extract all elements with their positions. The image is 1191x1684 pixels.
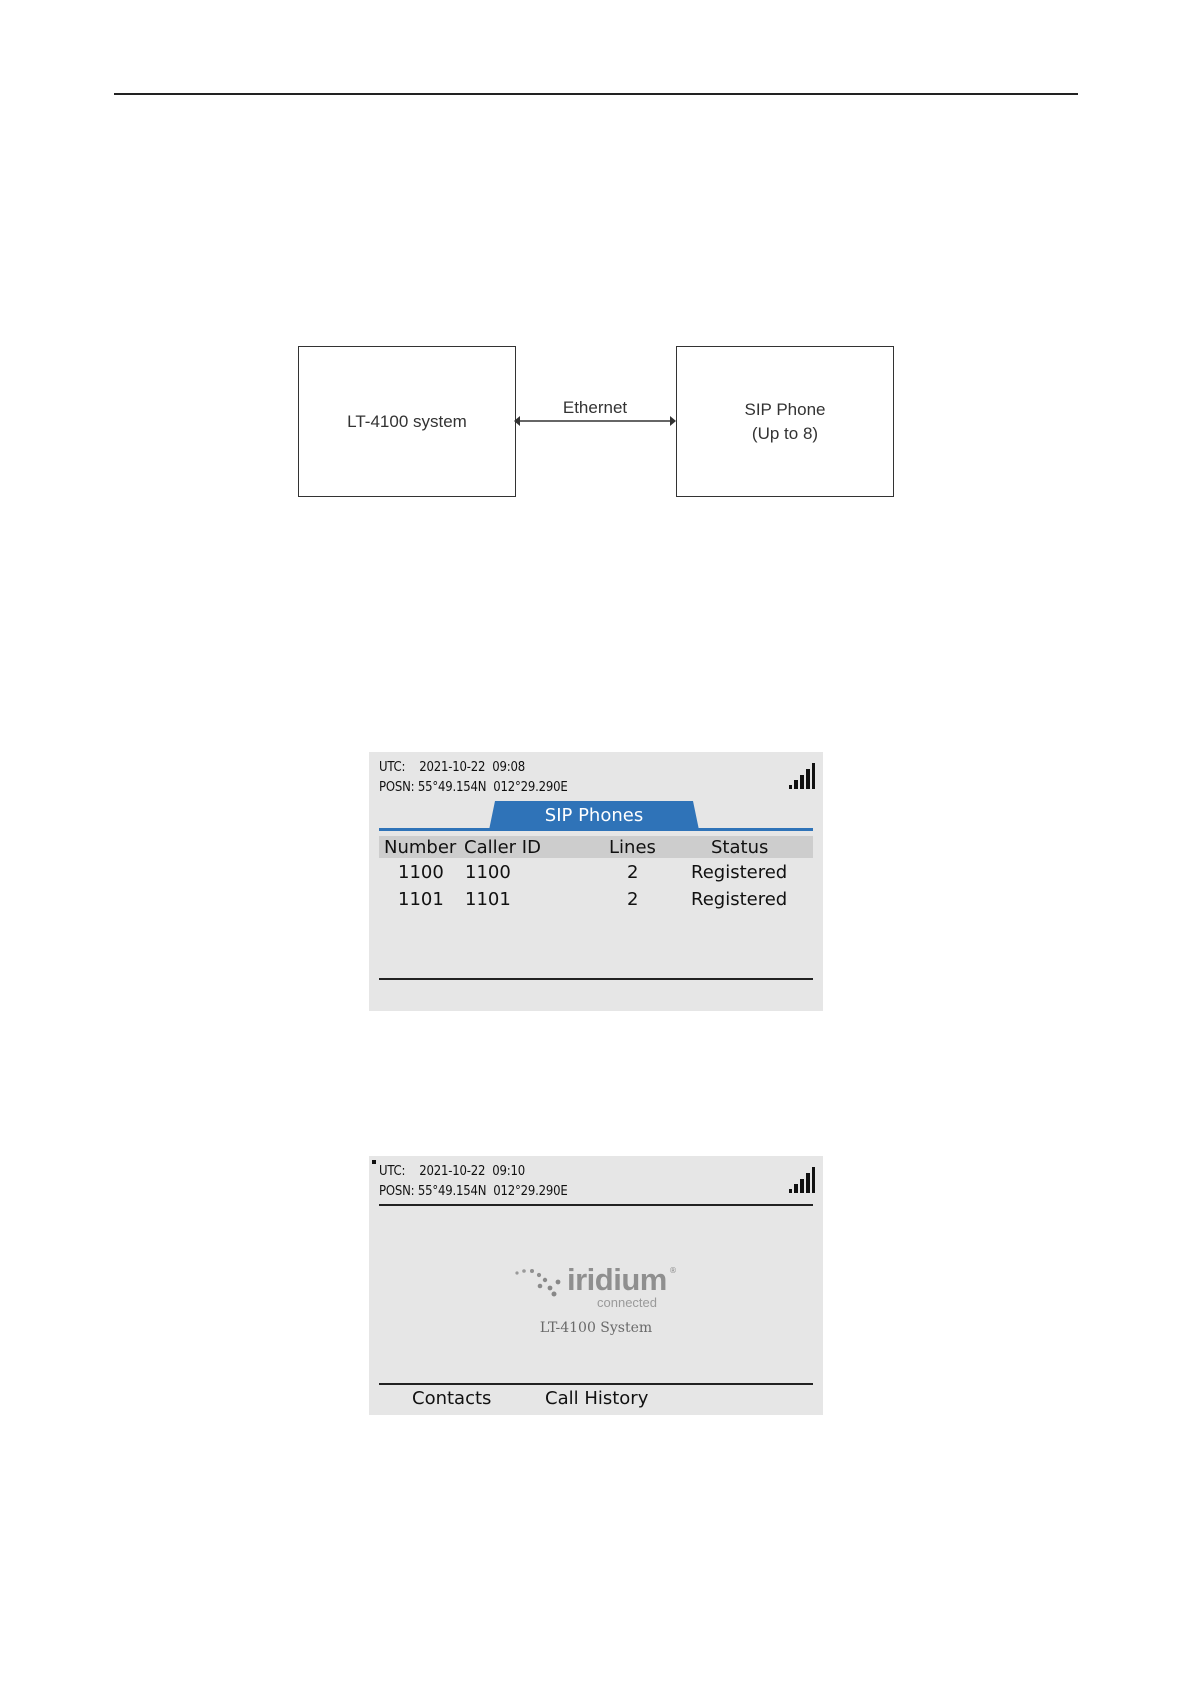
lt4100-system-box bbox=[298, 346, 516, 497]
row-lines: 2 bbox=[627, 889, 639, 910]
sip-phone-label: SIP Phone bbox=[744, 399, 826, 419]
row-status: Registered bbox=[691, 889, 788, 910]
footer-rule bbox=[379, 1383, 813, 1385]
logo-registered-mark: ® bbox=[669, 1266, 677, 1275]
signal-strength-icon bbox=[789, 763, 815, 789]
sip-phones-screen bbox=[369, 752, 823, 1011]
row-caller-id: 1101 bbox=[465, 889, 511, 910]
ethernet-label: Ethernet bbox=[562, 398, 628, 417]
col-status: Status bbox=[711, 837, 769, 858]
row-number: 1101 bbox=[398, 889, 444, 910]
row-status: Registered bbox=[691, 862, 788, 883]
position-readout: POSN: 55°49.154N 012°29.290E bbox=[379, 1184, 568, 1199]
logo-wordmark: iridium bbox=[567, 1262, 667, 1297]
sip-phone-count: (Up to 8) bbox=[751, 423, 819, 443]
position-readout: POSN: 55°49.154N 012°29.290E bbox=[379, 780, 568, 795]
sip-phone-box bbox=[676, 346, 894, 497]
iridium-logo bbox=[514, 1262, 684, 1310]
col-lines: Lines bbox=[609, 837, 656, 858]
footer-rule bbox=[379, 978, 813, 980]
home-screen bbox=[369, 1156, 823, 1415]
logo-tagline: connected bbox=[597, 1295, 657, 1310]
iridium-dots-icon bbox=[514, 1268, 566, 1298]
row-number: 1100 bbox=[398, 862, 444, 883]
call-history-softkey[interactable]: Call History bbox=[545, 1388, 649, 1409]
row-lines: 2 bbox=[627, 862, 639, 883]
system-name: LT-4100 System bbox=[539, 1320, 653, 1336]
utc-readout: UTC: 2021-10-22 09:08 bbox=[379, 760, 525, 775]
lt4100-system-label: LT-4100 system bbox=[347, 411, 467, 431]
utc-readout: UTC: 2021-10-22 09:10 bbox=[379, 1164, 525, 1179]
status-dot bbox=[372, 1160, 376, 1164]
header-rule bbox=[379, 1204, 813, 1206]
title-underline bbox=[379, 828, 813, 831]
ethernet-arrow bbox=[514, 414, 676, 428]
contacts-softkey[interactable]: Contacts bbox=[412, 1388, 492, 1409]
col-caller-id: Caller ID bbox=[464, 837, 541, 858]
page-header-rule bbox=[114, 93, 1078, 95]
signal-strength-icon bbox=[789, 1167, 815, 1193]
screen-title: SIP Phones bbox=[544, 805, 644, 826]
row-caller-id: 1100 bbox=[465, 862, 511, 883]
col-number: Number bbox=[384, 837, 457, 858]
